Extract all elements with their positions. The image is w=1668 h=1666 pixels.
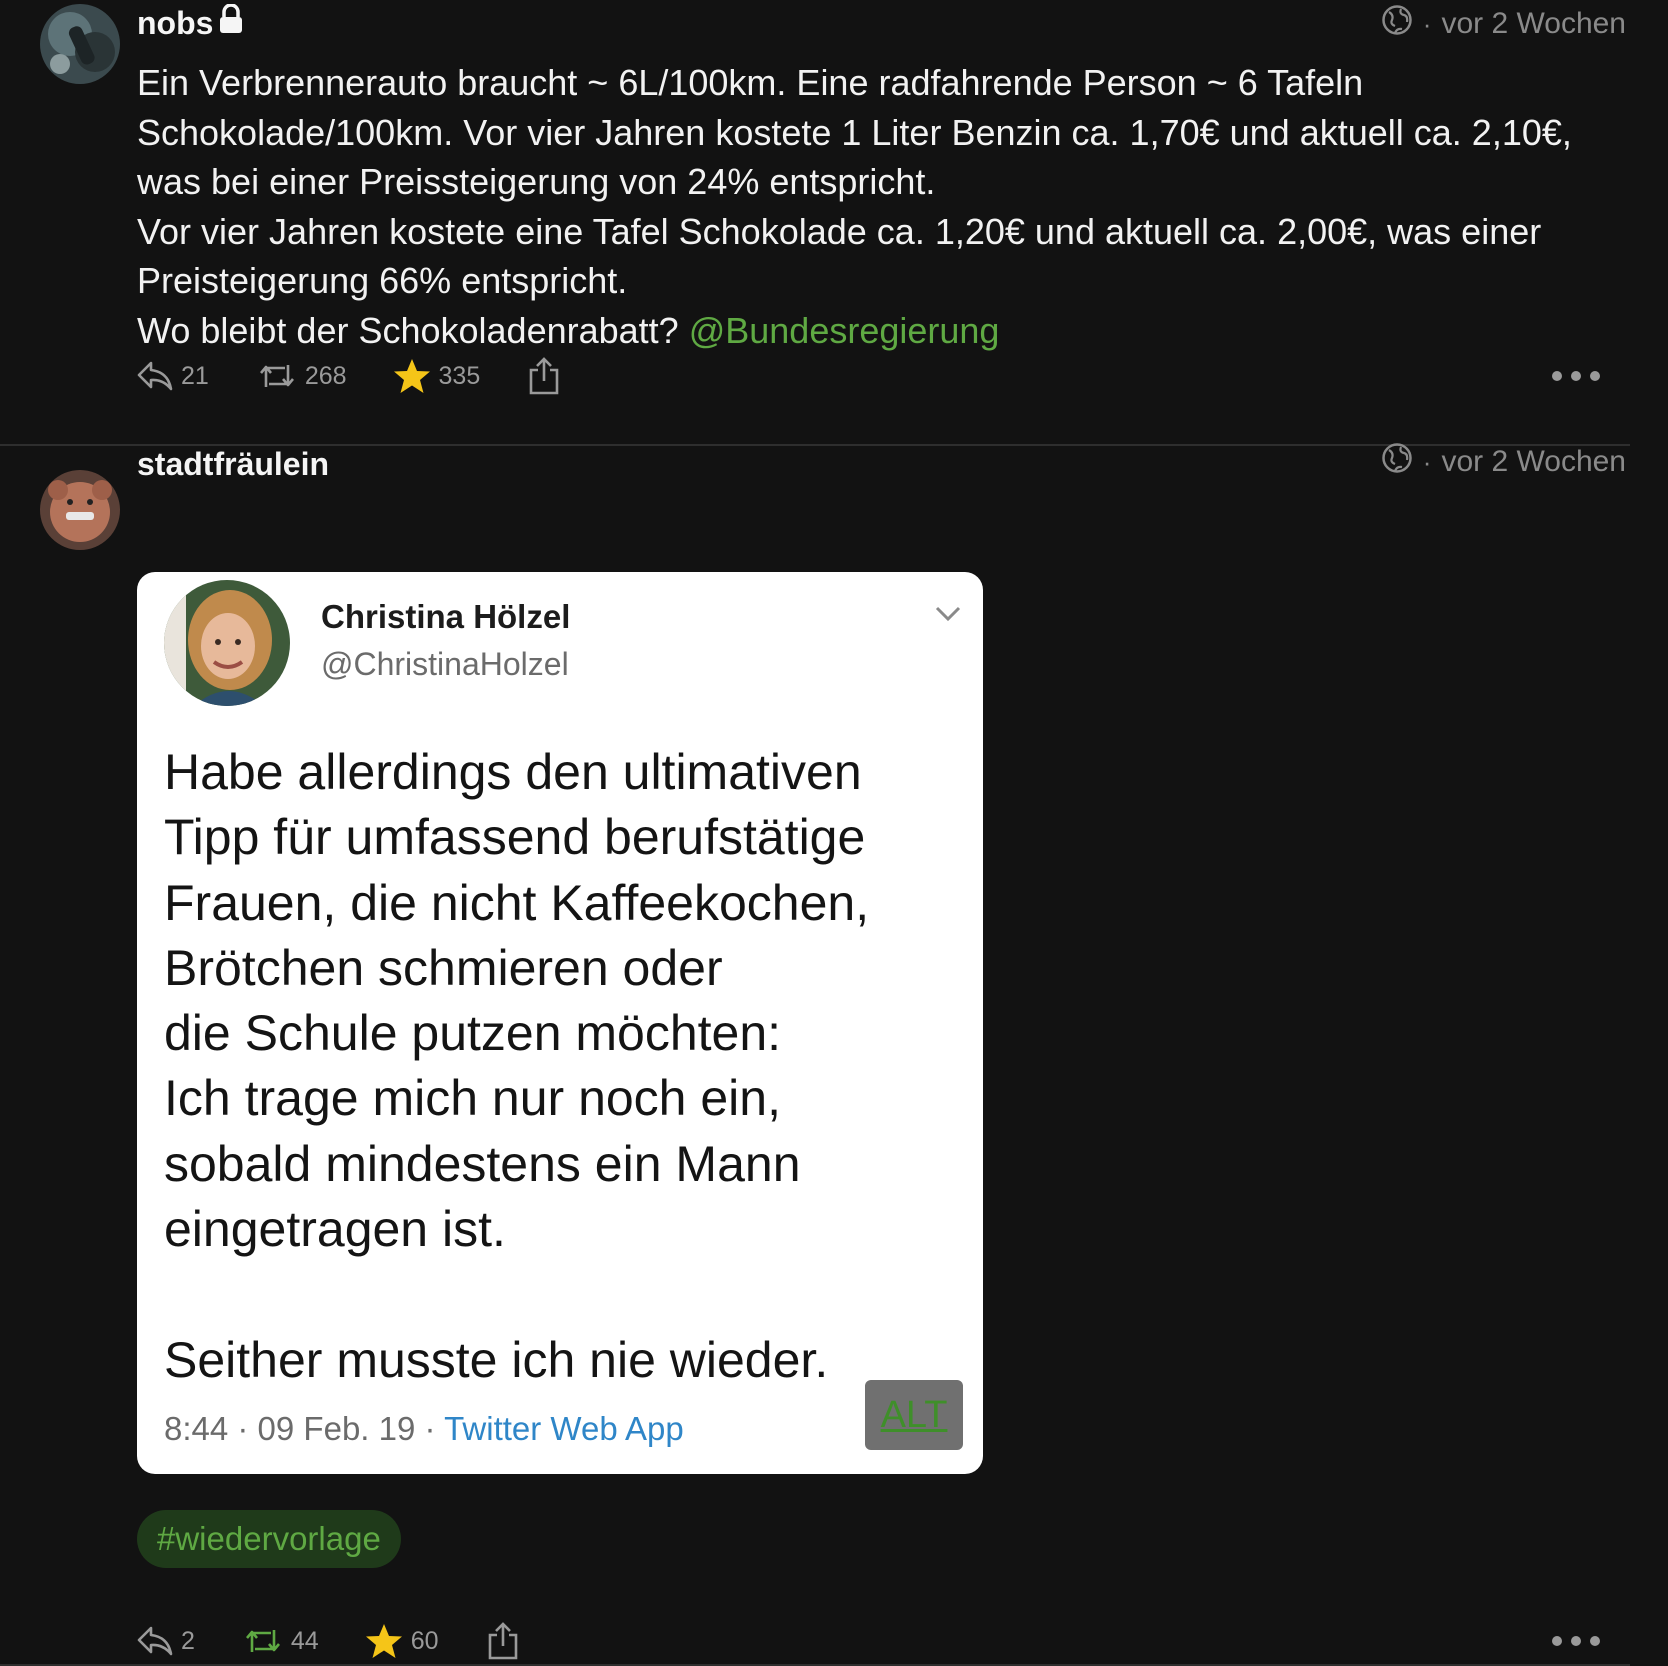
username-text: nobs <box>137 4 214 41</box>
tweet-avatar <box>164 580 290 706</box>
post-text: Wo bleibt der Schokoladenrabatt? <box>137 309 689 351</box>
reply-icon <box>137 359 173 393</box>
reply-button[interactable] <box>137 1624 195 1658</box>
favourite-button[interactable] <box>365 1623 439 1659</box>
username-text: stadtfräulein <box>137 446 330 482</box>
post-meta <box>1381 442 1626 482</box>
alt-text-button[interactable]: ALT <box>865 1380 963 1450</box>
dot-icon <box>1590 371 1600 381</box>
action-bar <box>137 351 1630 401</box>
boost-icon <box>257 359 297 393</box>
boost-button[interactable] <box>243 1624 319 1658</box>
post-meta <box>1381 4 1626 44</box>
star-icon <box>365 1623 403 1659</box>
boost-count: 268 <box>304 361 347 390</box>
favourite-count: 60 <box>410 1626 439 1655</box>
tweet-footer <box>164 1410 684 1448</box>
action-bar <box>137 1616 1630 1666</box>
dot-icon <box>1552 371 1562 381</box>
post-paragraph: Ein Verbrennerauto braucht ~ 6L/100km. Eine radfahrende Person ~ 6 Tafeln Schokolade/100km. Vor vier Jahren kostete 1 Liter Benzin ca. 1,70€ und aktuell ca. 2,10€, was bei einer Preissteigerung von 24% entspricht. <box>137 62 1572 202</box>
dot-icon <box>1571 1636 1581 1646</box>
tweet-author-name: Christina Hölzel <box>321 598 571 635</box>
post-nobs <box>0 0 1630 446</box>
favourite-button[interactable] <box>393 358 481 394</box>
mention-link[interactable]: @Bundesregierung <box>688 309 1000 351</box>
post-time[interactable]: vor 2 Wochen <box>1441 7 1626 40</box>
lock-icon <box>219 4 243 42</box>
favourite-count: 335 <box>438 361 481 390</box>
action-bar <box>137 1492 1630 1542</box>
reply-icon <box>137 1624 173 1658</box>
tweet-text: Habe allerdings den ultimativen Tipp für umfassend berufstätige Frauen, die nicht Kaffeekochen, Brötchen schmieren oder die Schule putzen möchten: Ich trage mich nur noch ein, sobald mindestens ein Mann eingetragen ist. Seither musste ich nie wieder. <box>164 744 870 1388</box>
share-icon <box>528 356 560 396</box>
boost-icon <box>243 1624 283 1658</box>
globe-icon <box>1381 4 1413 44</box>
tweet-timestamp: 8:44 · 09 Feb. 19 · <box>164 1410 445 1447</box>
media-attachment-image[interactable] <box>137 572 983 1474</box>
reply-count: 2 <box>181 1626 195 1655</box>
reply-count: 21 <box>181 361 209 390</box>
star-icon <box>393 358 431 394</box>
avatar[interactable] <box>40 4 120 84</box>
more-options-button[interactable] <box>1552 1636 1600 1646</box>
tweet-author-handle: @ChristinaHolzel <box>321 646 569 682</box>
chevron-down-icon <box>935 606 961 627</box>
reply-button[interactable] <box>137 359 209 393</box>
post-content <box>137 58 1617 355</box>
post-paragraph <box>137 306 1617 356</box>
post-paragraph: Vor vier Jahren kostete eine Tafel Schokolade ca. 1,20€ und aktuell ca. 2,00€, was einer Preisteigerung 66% entspricht. <box>137 210 1542 301</box>
boost-count: 44 <box>290 1626 319 1655</box>
username[interactable] <box>137 446 329 483</box>
post-time[interactable]: vor 2 Wochen <box>1441 445 1626 478</box>
dot-icon <box>1571 371 1581 381</box>
post-stadtfraeulein <box>0 446 1630 1666</box>
separator: · <box>1422 446 1432 477</box>
dot-icon <box>1552 1636 1562 1646</box>
boost-button[interactable] <box>257 359 347 393</box>
username[interactable] <box>137 4 243 42</box>
dot-icon <box>1590 1636 1600 1646</box>
globe-icon <box>1381 442 1413 482</box>
hashtag-link[interactable]: #wiedervorlage <box>137 1510 401 1568</box>
tweet-source-app: Twitter Web App <box>444 1410 684 1447</box>
more-options-button[interactable] <box>1552 371 1600 381</box>
share-icon <box>487 1621 519 1661</box>
avatar[interactable] <box>40 470 120 550</box>
separator: · <box>1422 8 1432 39</box>
share-button[interactable] <box>487 1621 519 1661</box>
share-button[interactable] <box>528 356 560 396</box>
